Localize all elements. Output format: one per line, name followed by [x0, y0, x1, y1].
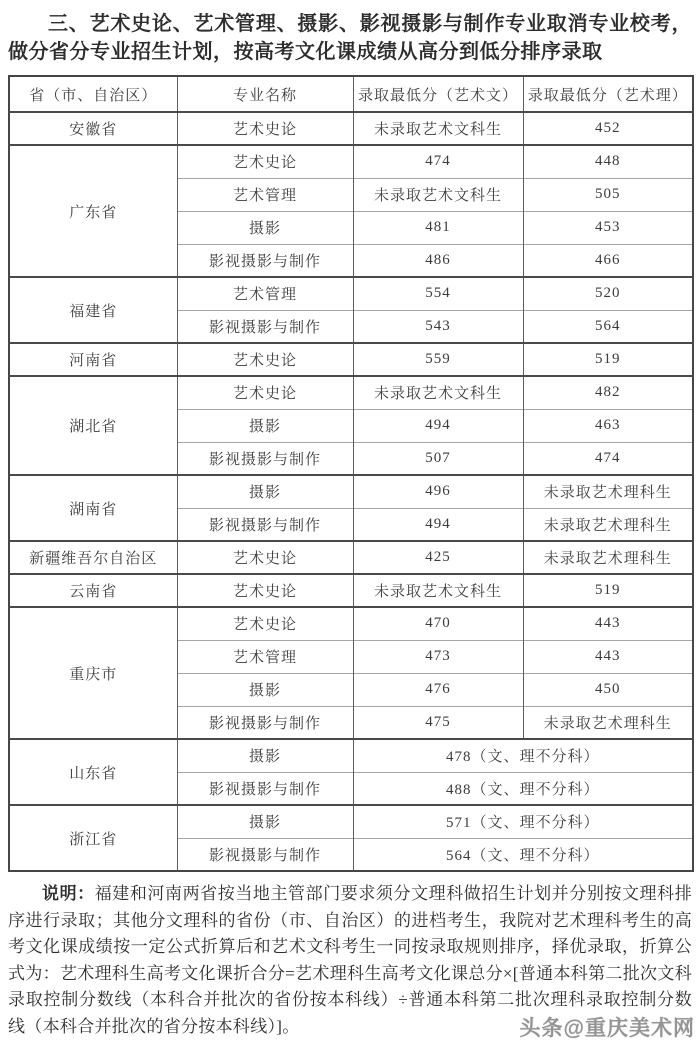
- score-cell-combined: 488（文、理不分科）: [353, 772, 693, 805]
- major-cell: 艺术史论: [177, 376, 353, 409]
- score-cell-science: 450: [523, 673, 693, 706]
- score-cell-arts: 425: [353, 541, 523, 574]
- province-cell: 重庆市: [9, 607, 177, 739]
- header-major: 专业名称: [177, 76, 353, 112]
- major-cell: 影视摄影与制作: [177, 442, 353, 475]
- admission-score-table: [8, 75, 694, 872]
- province-cell: 安徽省: [9, 112, 177, 145]
- major-cell: 艺术管理: [177, 178, 353, 211]
- score-cell-science: 未录取艺术理科生: [523, 508, 693, 541]
- header-min-score-arts: 录取最低分（艺术文）: [353, 76, 523, 112]
- score-cell-arts: 未录取艺术文科生: [353, 112, 523, 145]
- province-cell: 湖北省: [9, 376, 177, 475]
- province-cell: 山东省: [9, 739, 177, 805]
- score-cell-arts: 507: [353, 442, 523, 475]
- major-cell: 影视摄影与制作: [177, 244, 353, 277]
- major-cell: 影视摄影与制作: [177, 772, 353, 805]
- score-cell-science: 520: [523, 277, 693, 310]
- score-cell-science: 448: [523, 145, 693, 178]
- table-row: [9, 607, 693, 640]
- major-cell: 摄影: [177, 475, 353, 508]
- table-header-row: [9, 76, 693, 112]
- table-row: [9, 277, 693, 310]
- score-cell-arts: 未录取艺术文科生: [353, 376, 523, 409]
- score-cell-science: 453: [523, 211, 693, 244]
- score-cell-science: 463: [523, 409, 693, 442]
- score-cell-science: 443: [523, 640, 693, 673]
- major-cell: 艺术管理: [177, 640, 353, 673]
- score-cell-arts: 481: [353, 211, 523, 244]
- table-row: [9, 541, 693, 574]
- major-cell: 影视摄影与制作: [177, 838, 353, 871]
- major-cell: 摄影: [177, 673, 353, 706]
- province-cell: 河南省: [9, 343, 177, 376]
- province-cell: 福建省: [9, 277, 177, 343]
- score-cell-arts: 476: [353, 673, 523, 706]
- major-cell: 影视摄影与制作: [177, 706, 353, 739]
- major-cell: 艺术史论: [177, 145, 353, 178]
- score-cell-arts: 473: [353, 640, 523, 673]
- score-table-body: [9, 112, 693, 871]
- major-cell: 艺术史论: [177, 574, 353, 607]
- major-cell: 摄影: [177, 739, 353, 772]
- major-cell: 摄影: [177, 409, 353, 442]
- score-cell-science: 519: [523, 343, 693, 376]
- table-row: [9, 112, 693, 145]
- province-cell: 云南省: [9, 574, 177, 607]
- major-cell: 艺术史论: [177, 112, 353, 145]
- score-cell-arts: 543: [353, 310, 523, 343]
- score-cell-arts: 486: [353, 244, 523, 277]
- province-cell: 广东省: [9, 145, 177, 277]
- score-cell-arts: 559: [353, 343, 523, 376]
- score-cell-science: 443: [523, 607, 693, 640]
- score-cell-science: 未录取艺术理科生: [523, 475, 693, 508]
- province-cell: 新疆维吾尔自治区: [9, 541, 177, 574]
- table-row: [9, 739, 693, 772]
- major-cell: 摄影: [177, 805, 353, 838]
- score-cell-combined: 564（文、理不分科）: [353, 838, 693, 871]
- major-cell: 艺术史论: [177, 607, 353, 640]
- score-cell-science: 466: [523, 244, 693, 277]
- note-label: 说明：: [42, 884, 95, 903]
- score-cell-science: 474: [523, 442, 693, 475]
- score-cell-arts: 494: [353, 508, 523, 541]
- table-row: [9, 343, 693, 376]
- score-cell-combined: 571（文、理不分科）: [353, 805, 693, 838]
- note-body: 福建和河南两省按当地主管部门要求须分文理科做招生计划并分别按文理科排序进行录取；其他分文理科的省份（市、自治区）的进档考生，我院对艺术理科考生的高考文化课成绩按一定公式折算后和艺术文科考生一同按录取规则排序，择优录取，折算公式为：艺术理科生高考文化课折合分=艺术理科生高考文化课总分×[普通本科第二批次文科录取控制分数线（本科合并批次的省份按本科线）÷普通本科第二批次理科录取控制分数线（本科合并批次的省分按本科线）]。: [8, 884, 692, 1036]
- score-cell-arts: 470: [353, 607, 523, 640]
- table-row: [9, 376, 693, 409]
- major-cell: 艺术史论: [177, 343, 353, 376]
- province-cell: 湖南省: [9, 475, 177, 541]
- major-cell: 艺术史论: [177, 541, 353, 574]
- major-cell: 影视摄影与制作: [177, 508, 353, 541]
- major-cell: 摄影: [177, 211, 353, 244]
- header-province: 省（市、自治区）: [9, 76, 177, 112]
- major-cell: 艺术管理: [177, 277, 353, 310]
- header-min-score-science: 录取最低分（艺术理）: [523, 76, 693, 112]
- province-cell: 浙江省: [9, 805, 177, 871]
- score-cell-arts: 554: [353, 277, 523, 310]
- table-row: [9, 805, 693, 838]
- table-row: [9, 574, 693, 607]
- major-cell: 影视摄影与制作: [177, 310, 353, 343]
- score-cell-arts: 475: [353, 706, 523, 739]
- score-cell-science: 452: [523, 112, 693, 145]
- score-cell-combined: 478（文、理不分科）: [353, 739, 693, 772]
- score-cell-science: 未录取艺术理科生: [523, 706, 693, 739]
- table-row: [9, 475, 693, 508]
- page-title: 三、艺术史论、艺术管理、摄影、影视摄影与制作专业取消专业校考，做分省分专业招生计划，按高考文化课成绩从高分到低分排序录取: [8, 13, 692, 63]
- score-cell-arts: 494: [353, 409, 523, 442]
- score-cell-science: 519: [523, 574, 693, 607]
- watermark: 头条@重庆美术网: [519, 1017, 695, 1040]
- score-cell-arts: 474: [353, 145, 523, 178]
- score-cell-science: 未录取艺术理科生: [523, 541, 693, 574]
- score-cell-science: 482: [523, 376, 693, 409]
- score-cell-science: 564: [523, 310, 693, 343]
- score-cell-science: 505: [523, 178, 693, 211]
- score-cell-arts: 未录取艺术文科生: [353, 178, 523, 211]
- table-row: [9, 145, 693, 178]
- score-cell-arts: 未录取艺术文科生: [353, 574, 523, 607]
- score-cell-arts: 496: [353, 475, 523, 508]
